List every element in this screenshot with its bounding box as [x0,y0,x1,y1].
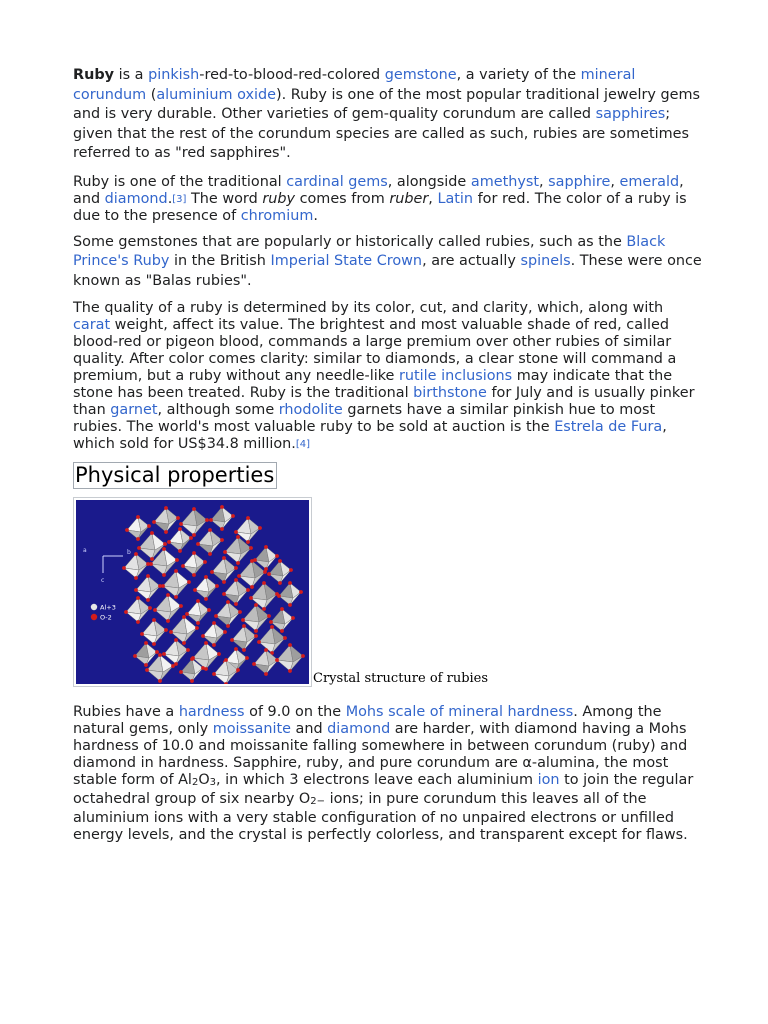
oxygen-ion [189,536,193,540]
oxygen-ion [174,638,178,642]
link-sapphire[interactable]: sapphire [548,173,611,190]
oxygen-ion [192,507,196,511]
oxygen-ion [166,593,170,597]
oxygen-ion [205,518,209,522]
oxygen-ion [167,540,171,544]
oxygen-ion [163,542,167,546]
oxygen-ion [162,573,166,577]
link-rutile-inclusions[interactable]: rutile inclusions [398,368,513,384]
oxygen-ion [136,596,140,600]
oxygen-ion [145,668,149,672]
oxygen-ion [236,668,240,672]
oxygen-ion [220,505,224,509]
oxygen-ion [264,545,268,549]
oxygen-ion [288,669,292,673]
oxygen-ion [291,616,295,620]
oxygen-ion [220,527,224,531]
reference-4[interactable]: [4] [295,439,310,450]
oxygen-ion [179,670,183,674]
oxygen-ion [204,575,208,579]
oxygen-ion [210,570,214,574]
oxygen-ion [190,657,194,661]
link-black-princes-ruby[interactable]: Black Prince's Ruby [73,233,666,269]
link-latin[interactable]: Latin [437,190,474,207]
oxygen-ion [277,594,281,598]
oxygen-ion [208,528,212,532]
oxygen-ion [144,663,148,667]
oxygen-ion [278,581,282,585]
oxygen-ion [262,581,266,585]
oxygen-ion [254,603,258,607]
oxygen-ion [222,592,226,596]
oxygen-ion [258,526,262,530]
oxygen-ion [299,590,303,594]
crystal-structure-illustration [76,500,309,684]
oxygen-ion [133,654,137,658]
oxygen-ion [152,520,156,524]
oxygen-ion [178,549,182,553]
oxygen-ion [134,576,138,580]
oxygen-ion [288,643,292,647]
intro-paragraph: Ruby is a pinkish-red-to-blood-red-colored gemstone, a variety of the mineral corundum (aluminium oxide). Ruby is one of the most popular traditional jewelry gems and is very durable. Other varieties of gem-quality corundum are called sapphires; given that the rest of the corundum species are called as such, rubies are sometimes referred to as "red sapphires". [73,67,701,161]
oxygen-ion [245,656,249,660]
oxygen-ion [158,679,162,683]
oxygen-ion [134,588,138,592]
oxygen-ion [187,580,191,584]
oxygen-ion [215,584,219,588]
link-cardinal-gems[interactable]: cardinal gems [286,173,388,190]
oxygen-ion [161,584,165,588]
link-rhodolite[interactable]: rhodolite [278,402,343,418]
oxygen-ion [166,619,170,623]
oxygen-ion [226,624,230,628]
oxygen-ion [223,550,227,554]
oxygen-ion [214,614,218,618]
oxygen-ion [234,578,238,582]
oxygen-ion [171,664,175,668]
crystal-structure-image[interactable] [73,497,312,687]
oxygen-ion [254,634,258,638]
oxygen-ion [134,552,138,556]
link-carat[interactable]: carat [73,317,111,333]
oxygen-ion [148,606,152,610]
oxygen-ion [269,620,273,624]
oxygen-ion [267,614,271,618]
oxygen-ion [222,556,226,560]
oxygen-ion [186,648,190,652]
link-gemstone[interactable]: gemstone [384,67,457,83]
oxygen-ion [222,580,226,584]
oxygen-ion [212,643,216,647]
oxygen-ion [152,642,156,646]
oxygen-ion [124,610,128,614]
oxygen-ion [263,570,267,574]
oxygen-ion [179,522,183,526]
oxygen-ion [283,636,287,640]
oxygen-ion [231,514,235,518]
oxygen-ion [264,672,268,676]
link-diamond-2[interactable]: diamond [327,721,391,737]
reference-3[interactable]: [3] [172,193,187,205]
link-birthstone[interactable]: birthstone [413,385,487,401]
link-aluminium-oxide[interactable]: aluminium oxide [156,86,277,103]
link-amethyst[interactable]: amethyst [470,173,539,190]
oxygen-ion [301,654,305,658]
link-estrela-de-fura[interactable]: Estrela de Fura [554,419,663,435]
oxygen-ion [288,603,292,607]
link-garnet[interactable]: garnet [110,402,158,418]
oxygen-ion [212,621,216,625]
oxygen-ion [217,652,221,656]
oxygen-ion [203,560,207,564]
oxygen-ion [212,672,216,676]
oxygen-ion [257,640,261,644]
oxygen-ion [136,515,140,519]
oxygen-ion [169,630,173,634]
oxygen-ion [204,597,208,601]
oxygen-ion [158,653,162,657]
oxygen-ion [242,648,246,652]
axis-label-b: b [127,549,131,556]
axis-label-c: c [101,577,105,584]
oxygen-ion [175,558,179,562]
oxygen-ion [289,568,293,572]
oxygen-ion [267,572,271,576]
oxygen-ion [195,626,199,630]
oxygen-ion [220,538,224,542]
oxygen-ion [234,602,238,606]
link-moissanite[interactable]: moissanite [212,721,291,737]
oxygen-ion [254,629,258,633]
oxygen-ion [185,612,189,616]
oxygen-ion [234,530,238,534]
oxygen-ion [164,628,168,632]
oxygen-ion [152,618,156,622]
oxygen-ion [196,542,200,546]
legend-o-marker [91,614,97,620]
oxygen-ion [174,595,178,599]
link-imperial-state-crown[interactable]: Imperial State Crown [270,253,423,269]
oxygen-ion [144,641,148,645]
oxygen-ion [249,546,253,550]
oxygen-ion [236,561,240,565]
oxygen-ion [241,618,245,622]
oxygen-ion [288,581,292,585]
link-diamond[interactable]: diamond [104,190,168,207]
cardinal-gems-paragraph: Ruby is one of the traditional cardinal gems, alongside amethyst, sapphire, emerald, and diamond.[3] The word ruby comes from ruber, Latin for red. The color of a ruby is due to the presence of chromium. [73,173,687,224]
link-mohs-scale[interactable]: Mohs scale of mineral hardness [345,704,574,720]
oxygen-ion [153,608,157,612]
oxygen-ion [223,630,227,634]
quality-paragraph: The quality of a ruby is determined by its color, cut, and clarity, which, along with carat weight, affect its value. The brightest and most valuable shade of red, called blood-red or pigeon blood, commands a large premium over other rubies of similar quality. After color comes clarity: similar to diamonds, a clear stone will command a premium, but a ruby without any needle-like rutile inclusions may indicate that the stone has been treated. Ruby is the traditional birthstone for July and is usually pinker than garnet, although some rhodolite garnets have a similar pinkish hue to most rubies. The world's most valuable ruby to be sold at auction is the Estrela de Fura, which sold for US$34.8 million.[4] [73,300,695,452]
spinels-paragraph: Some gemstones that are popularly or historically called rubies, such as the Black Prince's Ruby in the British Imperial State Crown, are actually spinels. These were once known as "Balas rubies". [73,233,702,289]
oxygen-ion [249,596,253,600]
oxygen-ion [278,559,282,563]
oxygen-ion [209,518,213,522]
oxygen-ion [140,632,144,636]
oxygen-ion [176,516,180,520]
oxygen-ion [280,629,284,633]
oxygen-ion [250,559,254,563]
oxygen-ion [125,528,129,532]
figure-caption: Crystal structure of rubies [313,671,489,686]
oxygen-ion [275,658,279,662]
oxygen-ion [179,604,183,608]
oxygen-ion [250,585,254,589]
oxygen-ion [236,535,240,539]
oxygen-ion [137,546,141,550]
oxygen-ion [178,527,182,531]
oxygen-ion [246,588,250,592]
oxygen-ion [275,554,279,558]
oxygen-ion [182,641,186,645]
oxygen-ion [155,650,159,654]
oxygen-ion [280,607,284,611]
link-sapphires[interactable]: sapphires [595,106,666,122]
oxygen-ion [192,551,196,555]
oxygen-ion [136,537,140,541]
oxygen-ion [207,608,211,612]
oxygen-ion [230,638,234,642]
oxygen-ion [122,566,126,570]
oxygen-ion [149,562,153,566]
oxygen-ion [196,599,200,603]
link-hardness[interactable]: hardness [178,704,245,720]
oxygen-ion [204,641,208,645]
oxygen-ion [192,533,196,537]
oxygen-ion [264,648,268,652]
link-chromium[interactable]: chromium [240,207,314,224]
oxygen-ion [196,621,200,625]
link-spinels[interactable]: spinels [520,253,571,269]
crystal-structure-figure [73,497,703,687]
oxygen-ion [201,666,205,670]
oxygen-ion [242,624,246,628]
oxygen-ion [224,658,228,662]
link-pinkish[interactable]: pinkish [148,67,200,83]
oxygen-ion [150,557,154,561]
link-mineral-corundum[interactable]: mineral corundum [73,67,636,103]
oxygen-ion [164,506,168,510]
oxygen-ion [162,547,166,551]
oxygen-ion [246,516,250,520]
oxygen-ion [238,610,242,614]
oxygen-ion [246,540,250,544]
oxygen-ion [237,574,241,578]
oxygen-ion [208,552,212,556]
link-ion[interactable]: ion [537,772,560,788]
axis-label-a: a [83,547,87,554]
article-body [73,66,703,844]
oxygen-ion [162,652,166,656]
article-title-bold: Ruby [73,67,115,83]
section-heading-physical-properties: Physical properties [73,462,277,489]
oxygen-ion [147,524,151,528]
legend-o-label: O-2 [100,613,112,622]
legend-al-marker [91,604,97,610]
oxygen-ion [146,574,150,578]
oxygen-ion [150,531,154,535]
oxygen-ion [270,625,274,629]
oxygen-ion [193,588,197,592]
legend-al-label: Al+3 [100,603,116,612]
hardness-paragraph: Rubies have a hardness of 9.0 on the Mohs scale of mineral hardness. Among the natural gems, only moissanite and diamond are harder, with diamond having a Mohs hardness of 10.0 and moissanite falling somewhere in between corundum (ruby) and diamond in hardness. Sapphire, ruby, and pure corundum are α-alumina, the most stable form of Al2O3, in which 3 electrons leave each aluminium ion to join the regular octahedral group of six nearby O2− ions; in pure corundum this leaves all of the aluminium ions with a very stable configuration of no unpaired electrons or unfilled energy levels, and the crystal is perfectly colorless, and transparent except for flaws. [73,704,694,843]
oxygen-ion [164,530,168,534]
oxygen-ion [201,634,205,638]
oxygen-ion [174,569,178,573]
oxygen-ion [182,615,186,619]
oxygen-ion [181,564,185,568]
oxygen-ion [234,566,238,570]
oxygen-ion [192,573,196,577]
oxygen-ion [252,662,256,666]
oxygen-ion [226,600,230,604]
oxygen-ion [234,647,238,651]
oxygen-ion [146,598,150,602]
oxygen-ion [190,679,194,683]
oxygen-ion [136,620,140,624]
link-emerald[interactable]: emerald [619,173,680,190]
